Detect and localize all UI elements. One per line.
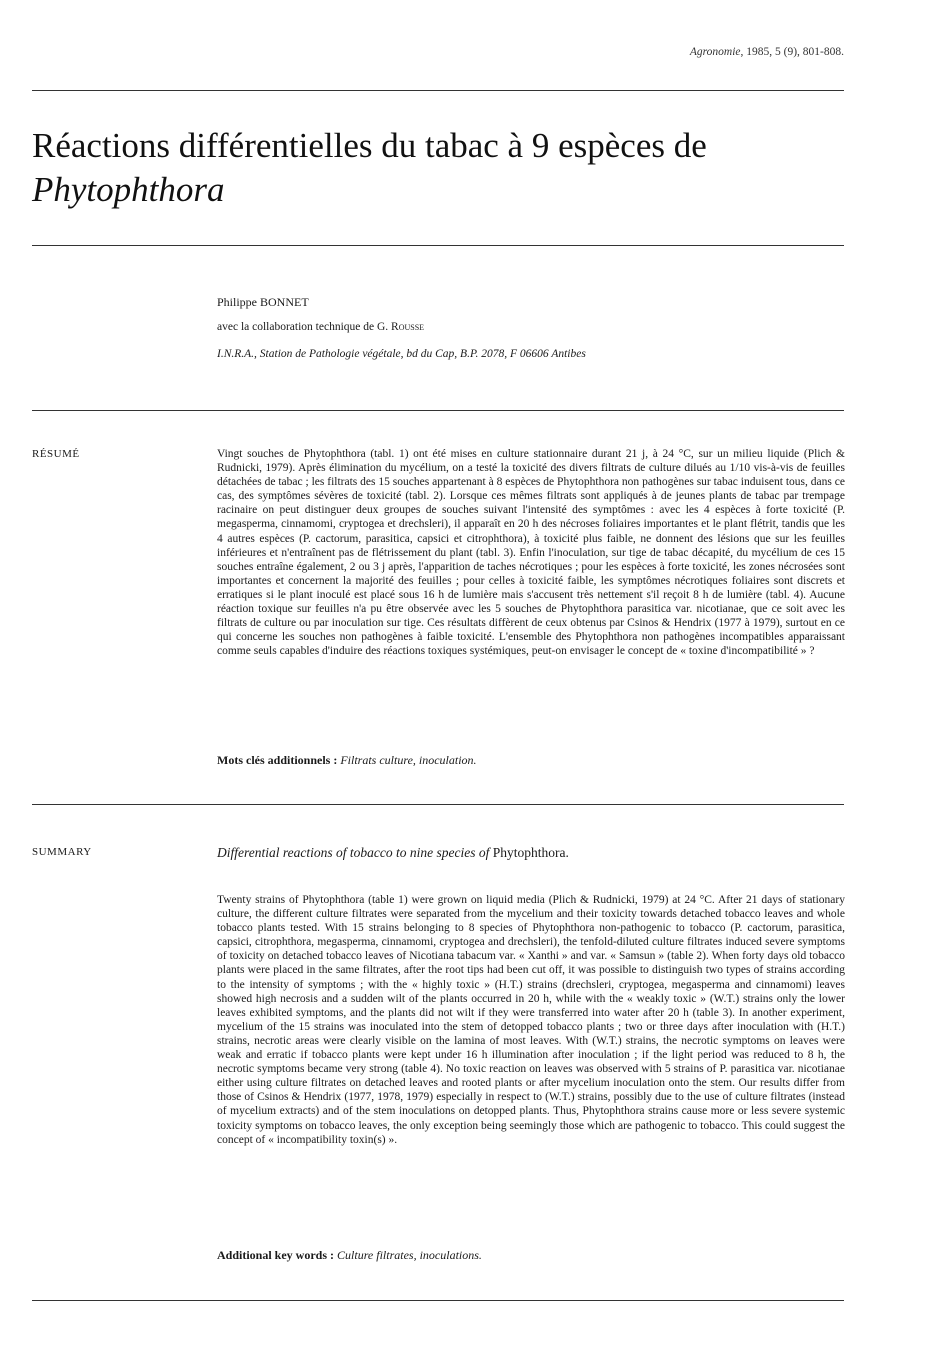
resume-keywords-label: Mots clés additionnels : [217, 753, 338, 767]
summary-keywords [217, 1248, 482, 1263]
rule-top [32, 90, 844, 91]
collaboration-prefix: avec la collaboration technique de G. [217, 321, 392, 333]
citation-details: , 1985, 5 (9), 801-808. [740, 46, 844, 58]
article-title [32, 124, 892, 212]
summary-title [217, 845, 569, 861]
summary-label: SUMMARY [32, 846, 92, 858]
resume-keywords-value: Filtrats culture, inoculation. [340, 753, 477, 767]
summary-text: Twenty strains of Phytophthora (table 1) were grown on liquid media (Plich & Rudnicki, 1979) at 24 °C. After 21 days of stationary culture, the different culture filtrates were separated from the mycelium and their toxicity towards detached tobacco leaves and whole tobacco plants tested. With 15 strains belonging to 8 species of Phytophthora non-pathogenic to tobacco (P. cactorum, parasitica, capsici, citrophthora, megasperma, cinnamomi, cryptogea and drechsleri), the tenfold-diluted culture filtrates induced severe symptoms of toxicity on detached tobacco leaves of Nicotiana tabacum var. « Xanthi » and var. « Samsun » (table 2). When forty days old tobacco plants were placed in the same filtrates, after the root tips had been cut off, it was possible to distinguish two types of strains according to the intensity of symptoms ; with the « highly toxic » (H.T.) strains (drechsleri, cryptogea, megasperma and cinnamomi) leaves showed high necrosis and a sudden wilt of the plants occurred in 20 h, while with the « weakly toxic » (W.T.) strains only the lower leaves exhibited symptoms, and the plants did not wilt if they were transferred into water after 20 h (table 3). In another experiment, mycelium of the 15 strains was inoculated into the stem of detopped tobacco plants ; two or three days after inoculation with (H.T.) strains, necrotic areas were clearly visible on the lamina of most leaves. With (W.T.) strains, the necrotic symptoms on leaves were weak and erratic if tobacco plants were kept under 16 h illumination after inoculation ; if the light period was reduced to 8 h, the necrotic symptoms became very strong (table 4). No toxic reaction on leaves was observed with 5 strains of P. parasitica var. nicotianae either using culture filtrates on detached leaves and rooted plants or after mycelium inoculation onto the stem. Our results differ from those of Csinos & Hendrix (1977, 1978, 1979) especially in respect to (W.T.) strains, possibly due to the use of culture filtrates (instead of mycelium extracts) and of the stem inoculations on detopped plants. Thus, Phytophthora strains cause more or less severe systemic toxicity symptoms on tobacco leaves, the only exception being seemingly those which are pathogenic to tobacco. This could suggest the concept of « incompatibility toxin(s) ». [217, 894, 845, 1146]
collaboration-line [217, 321, 424, 333]
summary-keywords-value: Culture filtrates, inoculations. [337, 1248, 482, 1262]
rule-after-resume [32, 804, 844, 805]
rule-bottom [32, 1300, 844, 1301]
title-line-2: Phytophthora [32, 170, 225, 209]
summary-title-genus: Phytophthora. [492, 845, 569, 860]
collaborator-name: Rousse [391, 321, 425, 333]
rule-after-title [32, 245, 844, 246]
resume-label: RÉSUMÉ [32, 448, 80, 460]
title-line-1: Réactions différentielles du tabac à 9 espèces de [32, 126, 707, 165]
resume-keywords [217, 753, 477, 768]
author-name: Philippe BONNET [217, 295, 309, 309]
institution: I.N.R.A., Station de Pathologie végétale, bd du Cap, B.P. 2078, F 06606 Antibes [217, 348, 586, 360]
journal-citation [690, 46, 844, 58]
summary-title-text: Differential reactions of tobacco to nine species of [217, 845, 490, 860]
journal-name: Agronomie [689, 46, 741, 58]
resume-text: Vingt souches de Phytophthora (tabl. 1) ont été mises en culture stationnaire durant 21 j, à 24 °C, sur un milieu liquide (Plich & Rudnicki, 1979). Après élimination du mycélium, on a testé la toxicité des divers filtrats de culture dilués au 1/10 vis-à-vis de feuilles détachées de tabac ; les filtrats des 15 souches appartenant à 8 espèces de Phytophthora non pathogènes sur tabac induisent tous, dans ce cas, des symptômes sévères de toxicité (tabl. 2). Lorsque ces mêmes filtrats sont appliqués à de jeunes plants de tabac par trempage racinaire on peut distinguer deux groupes de souches suivant l'intensité des symptômes : avec les 4 espèces à forte toxicité (P. megasperma, cinnamomi, cryptogea et drechsleri), il apparaît en 20 h des nécroses foliaires importantes et le plant flétrit, tandis que les 4 autres espèces (P. cactorum, parasitica, capsici et citrophthora), à toxicité plus faible, ne donnent des lésions que sur les feuilles inférieures et n'entraînent pas de flétrissement du plant (tabl. 3). Enfin l'inoculation, sur tige de tabac décapité, du mycélium de ces 15 souches entraîne également, 2 ou 3 j après, l'apparition de taches nécrotiques ; pour les espèces à forte toxicité, les zones nécrosées sont importantes et concernent la majorité des feuilles ; pour celles à toxicité faible, les symptômes nécrotiques foliaires sont discrets et erratiques si le plant inoculé est placé sous 16 h de lumière mais s'accusent très nettement s'il reçoit 8 h de lumière (tabl. 4). Aucune réaction toxique sur feuilles n'a pu être observée avec les 5 souches de Phytophthora parasitica var. nicotianae, que ce soit avec les filtrats de culture ou par inoculation sur tige. Ces résultats diffèrent de ceux obtenus par Csinos & Hendrix (1977 à 1979), surtout en ce qui concerne les souches non pathogènes à faible toxicité. L'ensemble des Phytophthora non pathogènes incompatibles apparaissant comme seuls capables d'induire des réactions toxiques systémiques, peut-on envisager le concept de « toxine d'incompatibilité » ? [217, 448, 845, 658]
summary-keywords-label: Additional key words : [217, 1248, 335, 1262]
rule-after-author [32, 410, 844, 411]
